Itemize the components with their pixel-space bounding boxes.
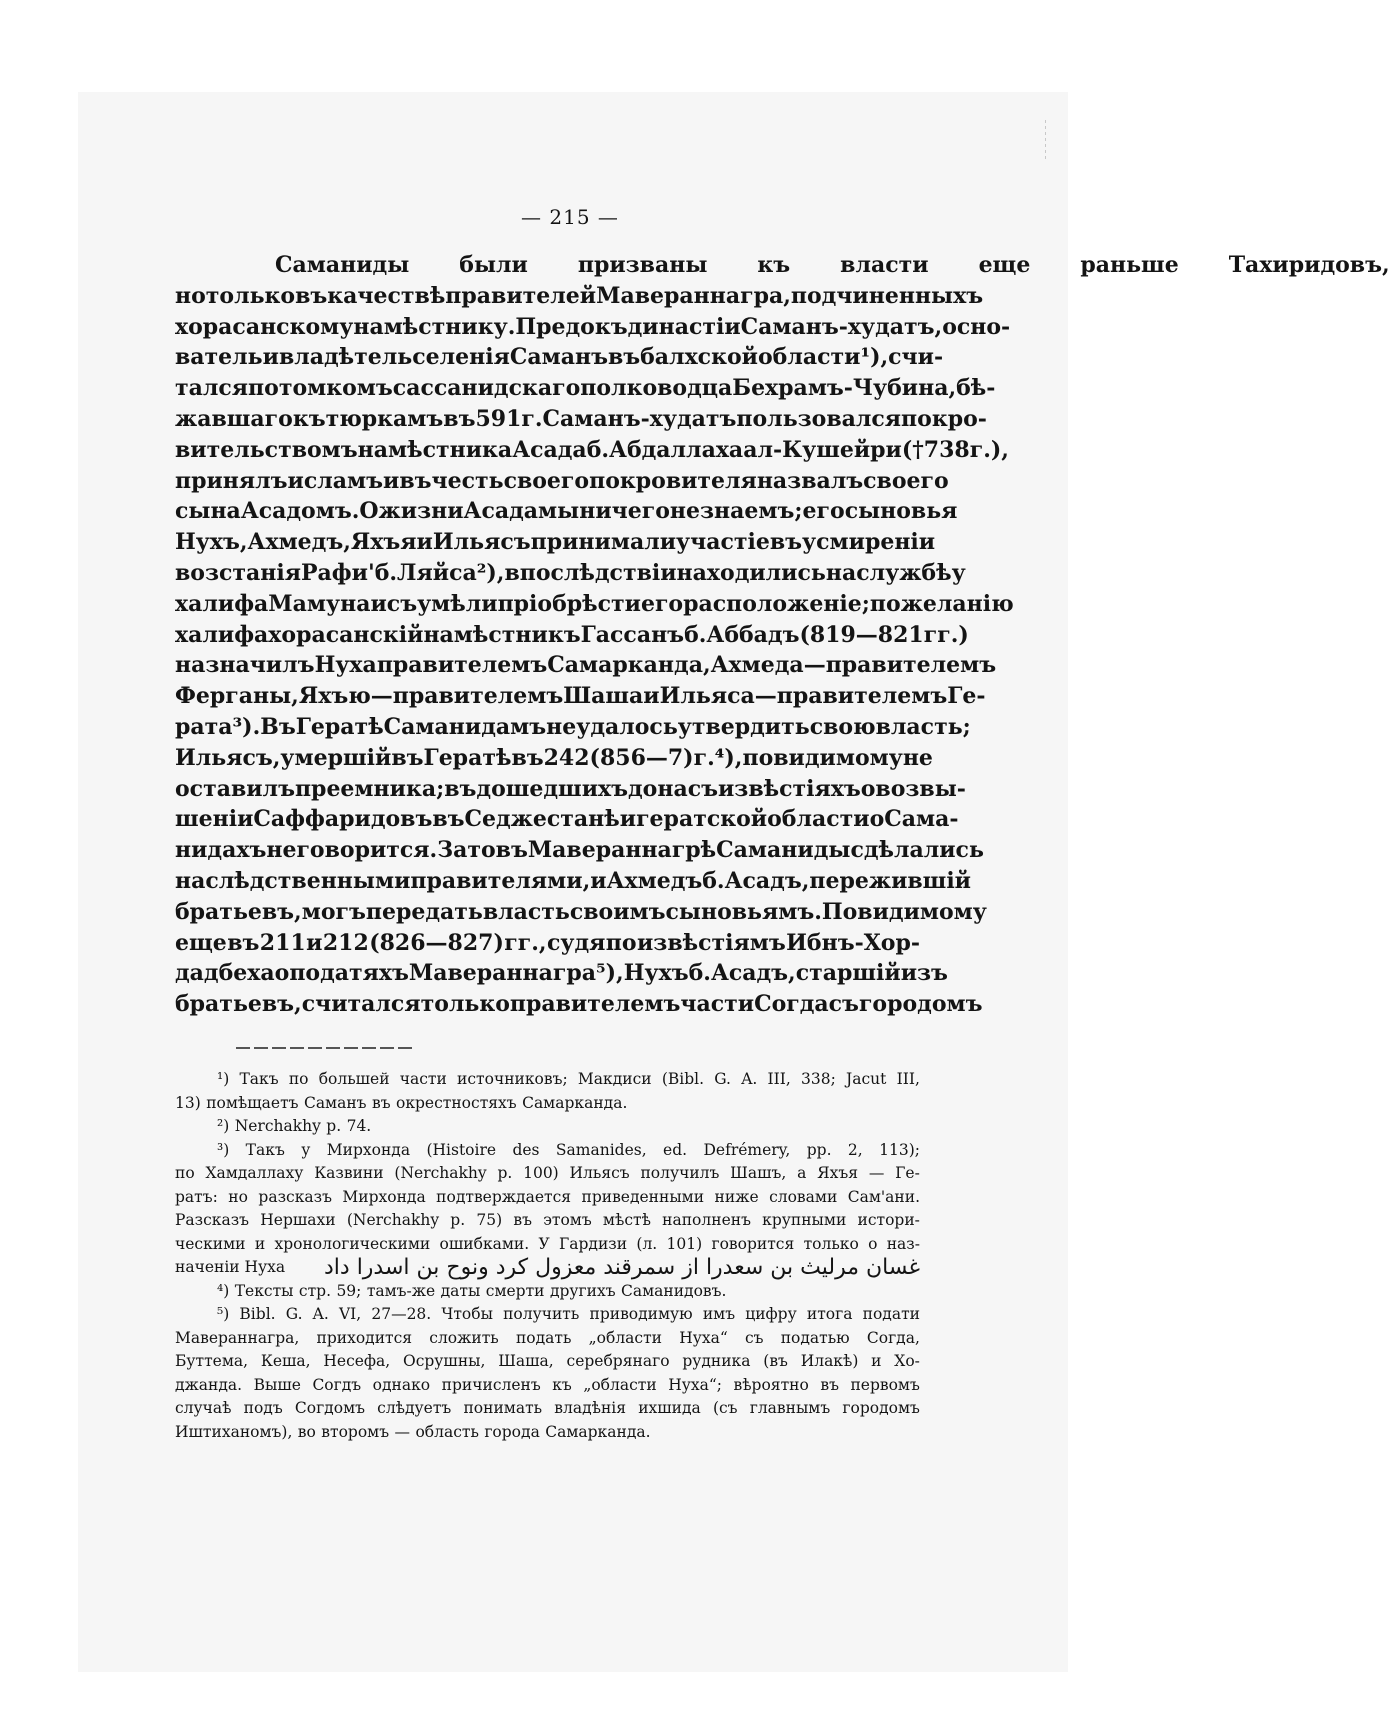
scan-edge-mark	[1045, 120, 1046, 160]
arabic-quote: غسان مرليث بن سعدرا از سمرقند معزول كرد ونوح بن اسدرا داد	[324, 1255, 920, 1280]
main-text-line: наслѣдственными правителями, и Ахмедъ б. Асадъ, пережившій	[175, 867, 971, 894]
footnote-3	[175, 1139, 920, 1280]
main-text-line: Ильясъ, умершій въ Гератѣ въ 242 (856—7) г. ⁴), повидимому не	[175, 744, 933, 771]
footnote-arabic-line	[175, 1256, 920, 1280]
main-text-line: оставилъ преемника; въ дошедшихъ до насъ извѣстіяхъ о возвы-	[175, 775, 966, 802]
main-text-line: братьевъ, могъ передать власть своимъ сыновьямъ. Повидимому	[175, 898, 987, 925]
footnote-line: Разсказъ Нершахи (Nerchakhy p. 75) въ этомъ мѣстѣ наполненъ крупными истори-	[175, 1211, 920, 1229]
main-text-line: Нухъ, Ахмедъ, Яхъя и Ильясъ принимали участіе въ усмиреніи	[175, 529, 936, 556]
footnote-2	[175, 1115, 920, 1139]
main-text-line: принялъ исламъ и въ честь своего покровителя назвалъ своего	[175, 467, 949, 494]
footnote-separator	[236, 1047, 416, 1049]
footnote-4	[175, 1280, 920, 1304]
main-text-line: жавшаго къ тюркамъ въ 591 г. Саманъ-худатъ пользовался покро-	[175, 405, 987, 432]
page-number: — 215 —	[521, 205, 619, 229]
main-text-line: назначилъ Нуха правителемъ Самарканда, Ахмеда — правителемъ	[175, 652, 997, 679]
footnote-5	[175, 1303, 920, 1444]
footnote-1	[175, 1068, 920, 1115]
footnote-line: 13) помѣщаетъ Саманъ въ окрестностяхъ Самарканда.	[175, 1093, 628, 1112]
main-text-line: Ферганы, Яхъю — правителемъ Шаша и Ильяса — правителемъ Ге-	[175, 683, 986, 710]
main-text-line: но только въ качествѣ правителей Мавераннагра, подчиненныхъ	[175, 282, 984, 309]
main-text-line: дадбеха о податяхъ Мавераннагра ⁵), Нухъ б. Асадъ, старшій изъ	[175, 960, 948, 987]
main-text-line: нидахъ не говорится. За то въ Мавераннагрѣ Саманиды сдѣлались	[175, 837, 984, 864]
footnote-line: ³) Такъ у Мирхонда (Histoire des Samanides, ed. Defrémery, pp. 2, 113);	[217, 1140, 920, 1159]
main-text-line: возстанія Рафи' б. Ляйса ²), впослѣдствіи находились на службѣ у	[175, 559, 966, 586]
footnote-line: по Хамдаллаху Казвини (Nerchakhy p. 100) Ильясъ получилъ Шашъ, а Яхъя — Ге-	[175, 1164, 920, 1182]
main-text-line: еще въ 211 и 212 (826—827) гг., судя по извѣстіямъ Ибнъ-Хор-	[175, 929, 920, 956]
main-text-line: хорасанскому намѣстнику. Предокъ династіи Саманъ-худатъ, осно-	[175, 313, 1011, 340]
footnote-line: Буттема, Кеша, Несефа, Осрушны, Шаша, серебрянаго рудника (въ Илакѣ) и Хо-	[175, 1352, 920, 1370]
main-text-line: рата ³). Въ Гератѣ Саманидамъ не удалось утвердить свою власть;	[175, 713, 971, 740]
main-text-line: вительствомъ намѣстника Асада б. Абдаллаха ал-Кушейри († 738 г.),	[175, 436, 1009, 463]
main-text-line: шеніи Саффаридовъ въ Седжестанѣ и гератской области о Сама-	[175, 806, 959, 833]
footnote-line: Иштиханомъ), во второмъ — область города Самарканда.	[175, 1422, 651, 1441]
main-text-line: Саманиды были призваны къ власти еще раньше Тахиридовъ,	[275, 252, 1390, 278]
main-text-line: халифа хорасанскій намѣстникъ Гассанъ б. Аббадъ (819—821 гг.)	[175, 621, 969, 648]
main-text-line: братьевъ, считался только правителемъ части Согда съ городомъ	[175, 991, 983, 1018]
main-text-line: тался потомкомъ сассанидскаго полководца Бехрамъ-Чубина, бѣ-	[175, 375, 996, 402]
main-text-line: сына Асадомъ. О жизни Асада мы ничего не знаемъ; его сыновья	[175, 498, 958, 525]
main-text-line: ватель и владѣтель селенія Саманъ въ балхской области ¹), счи-	[175, 344, 944, 371]
footnote-line: ратъ: но разсказъ Мирхонда подтверждается приведенными ниже словами Сам'ани.	[175, 1187, 920, 1206]
main-text	[175, 250, 1390, 1020]
footnote-line: случаѣ подъ Согдомъ слѣдуетъ понимать владѣнія ихшида (съ главнымъ городомъ	[175, 1399, 920, 1417]
footnotes	[175, 1068, 920, 1444]
footnote-line: ⁴) Тексты стр. 59; тамъ-же даты смерти другихъ Саманидовъ.	[217, 1281, 727, 1300]
main-text-line: халифа Мамуна и съумѣли пріобрѣсти его расположеніе; по желанію	[175, 590, 1014, 617]
footnote-line: ⁵) Bibl. G. A. VI, 27—28. Чтобы получить приводимую имъ цифру итога подати	[217, 1305, 920, 1323]
footnote-line: ²) Nerchakhy p. 74.	[217, 1117, 372, 1135]
footnote-line: ческими и хронологическими ошибками. У Гардизи (л. 101) говорится только о наз-	[175, 1234, 920, 1253]
footnote-line: Мавераннагра, приходится сложить подать „области Нуха“ съ податью Согда,	[175, 1328, 920, 1347]
arabic-prefix: наченіи Нуха	[175, 1258, 286, 1276]
footnote-line: джанда. Выше Согдъ однако причисленъ къ „области Нуха“; вѣроятно въ первомъ	[175, 1375, 920, 1394]
footnote-line: ¹) Такъ по большей части источниковъ; Макдиси (Bibl. G. A. III, 338; Jacut III,	[217, 1070, 920, 1088]
